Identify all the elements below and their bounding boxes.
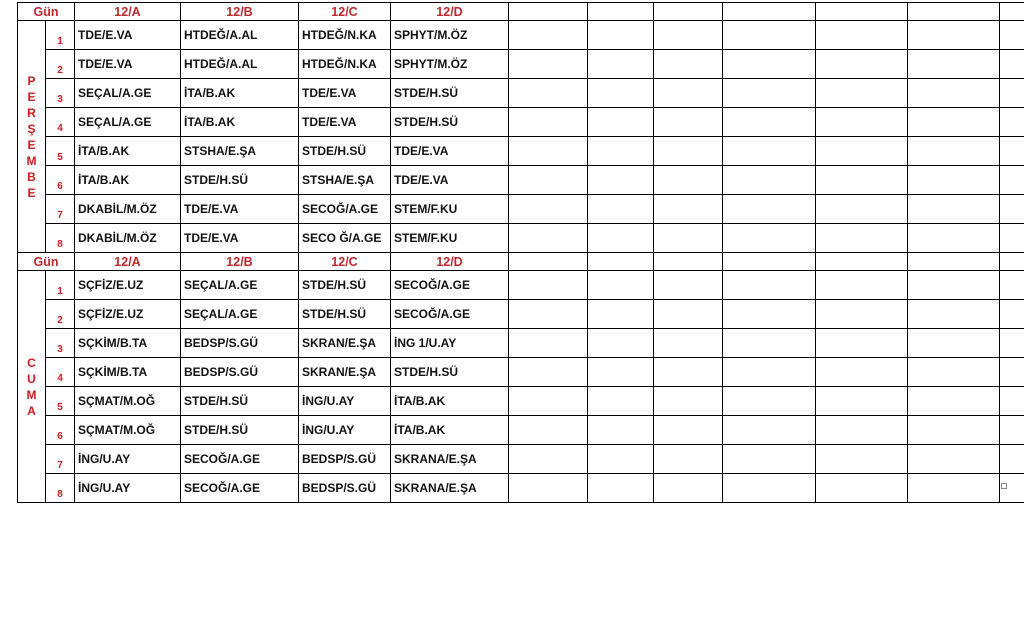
lesson-cell: SECOĞ/A.GE bbox=[181, 474, 299, 503]
empty-cell bbox=[1000, 195, 1024, 224]
gun-header: Gün bbox=[18, 3, 75, 21]
empty-cell bbox=[1000, 416, 1024, 445]
lesson-cell: TDE/E.VA bbox=[75, 21, 181, 50]
lesson-cell: SÇMAT/M.OĞ bbox=[75, 387, 181, 416]
empty-cell bbox=[723, 3, 816, 21]
table-resize-handle[interactable] bbox=[1001, 483, 1007, 489]
lesson-cell: SKRANA/E.ŞA bbox=[391, 474, 509, 503]
empty-cell bbox=[654, 108, 723, 137]
empty-cell bbox=[509, 195, 588, 224]
lesson-cell: STDE/H.SÜ bbox=[181, 416, 299, 445]
empty-cell bbox=[1000, 271, 1024, 300]
empty-cell bbox=[588, 329, 654, 358]
day-letter: M bbox=[26, 153, 37, 168]
lesson-cell: STDE/H.SÜ bbox=[391, 358, 509, 387]
period-number: 7 bbox=[46, 445, 75, 474]
empty-cell bbox=[723, 358, 816, 387]
lesson-cell: STDE/H.SÜ bbox=[391, 79, 509, 108]
period-number: 5 bbox=[46, 387, 75, 416]
empty-cell bbox=[509, 416, 588, 445]
lesson-cell: SECO Ğ/A.GE bbox=[299, 224, 391, 253]
day-letter: B bbox=[27, 169, 36, 184]
lesson-cell: HTDEĞ/A.AL bbox=[181, 50, 299, 79]
empty-cell bbox=[588, 79, 654, 108]
empty-cell bbox=[816, 387, 908, 416]
lesson-cell: SKRAN/E.ŞA bbox=[299, 358, 391, 387]
empty-cell bbox=[908, 3, 1000, 21]
lesson-cell: SECOĞ/A.GE bbox=[391, 271, 509, 300]
empty-cell bbox=[723, 166, 816, 195]
lesson-cell: TDE/E.VA bbox=[391, 137, 509, 166]
empty-cell bbox=[816, 50, 908, 79]
period-number: 1 bbox=[46, 271, 75, 300]
empty-cell bbox=[654, 387, 723, 416]
empty-cell bbox=[654, 21, 723, 50]
period-number: 1 bbox=[46, 21, 75, 50]
empty-cell bbox=[723, 195, 816, 224]
class-header: 12/C bbox=[299, 253, 391, 271]
empty-cell bbox=[654, 195, 723, 224]
empty-cell bbox=[654, 224, 723, 253]
lesson-cell: HTDEĞ/N.KA bbox=[299, 21, 391, 50]
lesson-cell: STEM/F.KU bbox=[391, 224, 509, 253]
schedule-table bbox=[17, 2, 1024, 503]
empty-cell bbox=[1000, 224, 1024, 253]
lesson-cell: İNG/U.AY bbox=[299, 387, 391, 416]
day-letter: E bbox=[27, 89, 36, 104]
empty-cell bbox=[588, 195, 654, 224]
lesson-cell: BEDSP/S.GÜ bbox=[181, 329, 299, 358]
empty-cell bbox=[1000, 79, 1024, 108]
empty-cell bbox=[654, 416, 723, 445]
empty-cell bbox=[509, 137, 588, 166]
empty-cell bbox=[908, 137, 1000, 166]
empty-cell bbox=[588, 3, 654, 21]
empty-cell bbox=[588, 253, 654, 271]
table-row bbox=[18, 329, 1024, 358]
day-label bbox=[18, 21, 46, 253]
lesson-cell: SÇMAT/M.OĞ bbox=[75, 416, 181, 445]
class-header: 12/D bbox=[391, 253, 509, 271]
empty-cell bbox=[509, 21, 588, 50]
class-header: 12/A bbox=[75, 3, 181, 21]
empty-cell bbox=[654, 445, 723, 474]
lesson-cell: STDE/H.SÜ bbox=[181, 387, 299, 416]
empty-cell bbox=[816, 474, 908, 503]
empty-cell bbox=[908, 300, 1000, 329]
empty-cell bbox=[509, 474, 588, 503]
empty-cell bbox=[588, 416, 654, 445]
empty-cell bbox=[1000, 108, 1024, 137]
empty-cell bbox=[908, 387, 1000, 416]
empty-cell bbox=[908, 416, 1000, 445]
empty-cell bbox=[588, 50, 654, 79]
empty-cell bbox=[816, 137, 908, 166]
gun-header: Gün bbox=[18, 253, 75, 271]
table-row bbox=[18, 79, 1024, 108]
lesson-cell: İNG/U.AY bbox=[75, 445, 181, 474]
empty-cell bbox=[1000, 21, 1024, 50]
empty-cell bbox=[816, 300, 908, 329]
lesson-cell: HTDEĞ/A.AL bbox=[181, 21, 299, 50]
period-number: 4 bbox=[46, 358, 75, 387]
lesson-cell: SÇKİM/B.TA bbox=[75, 329, 181, 358]
empty-cell bbox=[723, 329, 816, 358]
day-letter: Ş bbox=[27, 121, 36, 136]
empty-cell bbox=[723, 271, 816, 300]
empty-cell bbox=[509, 108, 588, 137]
empty-cell bbox=[588, 300, 654, 329]
empty-cell bbox=[509, 329, 588, 358]
table-row bbox=[18, 166, 1024, 195]
empty-cell bbox=[588, 358, 654, 387]
table-row bbox=[18, 195, 1024, 224]
lesson-cell: BEDSP/S.GÜ bbox=[299, 474, 391, 503]
lesson-cell: SECOĞ/A.GE bbox=[299, 195, 391, 224]
day-label bbox=[18, 271, 46, 503]
empty-cell bbox=[654, 271, 723, 300]
empty-cell bbox=[654, 137, 723, 166]
class-header: 12/C bbox=[299, 3, 391, 21]
empty-cell bbox=[1000, 300, 1024, 329]
empty-cell bbox=[509, 271, 588, 300]
table-row bbox=[18, 50, 1024, 79]
period-number: 5 bbox=[46, 137, 75, 166]
empty-cell bbox=[723, 137, 816, 166]
empty-cell bbox=[816, 195, 908, 224]
empty-cell bbox=[723, 21, 816, 50]
lesson-cell: İNG/U.AY bbox=[299, 416, 391, 445]
empty-cell bbox=[654, 79, 723, 108]
lesson-cell: SÇFİZ/E.UZ bbox=[75, 271, 181, 300]
empty-cell bbox=[509, 50, 588, 79]
period-number: 8 bbox=[46, 224, 75, 253]
empty-cell bbox=[654, 253, 723, 271]
empty-cell bbox=[908, 79, 1000, 108]
lesson-cell: İTA/B.AK bbox=[181, 108, 299, 137]
empty-cell bbox=[509, 300, 588, 329]
empty-cell bbox=[1000, 329, 1024, 358]
empty-cell bbox=[723, 79, 816, 108]
empty-cell bbox=[816, 79, 908, 108]
empty-cell bbox=[908, 358, 1000, 387]
lesson-cell: DKABİL/M.ÖZ bbox=[75, 224, 181, 253]
empty-cell bbox=[908, 108, 1000, 137]
empty-cell bbox=[908, 21, 1000, 50]
day-letter: E bbox=[27, 185, 36, 200]
period-number: 8 bbox=[46, 474, 75, 503]
day-letter: M bbox=[26, 387, 37, 402]
class-header: 12/D bbox=[391, 3, 509, 21]
empty-cell bbox=[654, 50, 723, 79]
lesson-cell: STSHA/E.ŞA bbox=[299, 166, 391, 195]
empty-cell bbox=[588, 474, 654, 503]
empty-cell bbox=[908, 329, 1000, 358]
empty-cell bbox=[1000, 50, 1024, 79]
lesson-cell: TDE/E.VA bbox=[299, 108, 391, 137]
empty-cell bbox=[588, 387, 654, 416]
empty-cell bbox=[723, 445, 816, 474]
empty-cell bbox=[816, 21, 908, 50]
empty-cell bbox=[588, 108, 654, 137]
empty-cell bbox=[908, 224, 1000, 253]
lesson-cell: SEÇAL/A.GE bbox=[181, 271, 299, 300]
table-row bbox=[18, 21, 1024, 50]
lesson-cell: İTA/B.AK bbox=[391, 416, 509, 445]
day-letter: P bbox=[27, 73, 36, 88]
lesson-cell: HTDEĞ/N.KA bbox=[299, 50, 391, 79]
lesson-cell: STSHA/E.ŞA bbox=[181, 137, 299, 166]
empty-cell bbox=[816, 108, 908, 137]
lesson-cell: TDE/E.VA bbox=[181, 195, 299, 224]
lesson-cell: SECOĞ/A.GE bbox=[391, 300, 509, 329]
period-number: 4 bbox=[46, 108, 75, 137]
empty-cell bbox=[509, 358, 588, 387]
empty-cell bbox=[723, 108, 816, 137]
empty-cell bbox=[509, 166, 588, 195]
empty-cell bbox=[588, 137, 654, 166]
empty-cell bbox=[723, 474, 816, 503]
lesson-cell: İNG/U.AY bbox=[75, 474, 181, 503]
lesson-cell: İTA/B.AK bbox=[181, 79, 299, 108]
class-header: 12/A bbox=[75, 253, 181, 271]
empty-cell bbox=[1000, 137, 1024, 166]
empty-cell bbox=[723, 224, 816, 253]
period-number: 6 bbox=[46, 166, 75, 195]
empty-cell bbox=[816, 329, 908, 358]
empty-cell bbox=[816, 166, 908, 195]
table-row bbox=[18, 358, 1024, 387]
empty-cell bbox=[908, 195, 1000, 224]
empty-cell bbox=[1000, 387, 1024, 416]
empty-cell bbox=[1000, 358, 1024, 387]
empty-cell bbox=[816, 253, 908, 271]
empty-cell bbox=[816, 445, 908, 474]
empty-cell bbox=[654, 358, 723, 387]
lesson-cell: STDE/H.SÜ bbox=[391, 108, 509, 137]
table-row bbox=[18, 416, 1024, 445]
empty-cell bbox=[908, 474, 1000, 503]
day-letter: R bbox=[27, 105, 36, 120]
empty-cell bbox=[509, 387, 588, 416]
empty-cell bbox=[1000, 166, 1024, 195]
empty-cell bbox=[908, 50, 1000, 79]
header-row bbox=[18, 253, 1024, 271]
table-row bbox=[18, 137, 1024, 166]
table-row bbox=[18, 445, 1024, 474]
lesson-cell: SKRANA/E.ŞA bbox=[391, 445, 509, 474]
class-header: 12/B bbox=[181, 253, 299, 271]
empty-cell bbox=[1000, 3, 1024, 21]
table-row bbox=[18, 224, 1024, 253]
empty-cell bbox=[509, 224, 588, 253]
empty-cell bbox=[588, 21, 654, 50]
day-letter: C bbox=[27, 355, 36, 370]
day-letter: U bbox=[27, 371, 36, 386]
lesson-cell: İTA/B.AK bbox=[75, 166, 181, 195]
empty-cell bbox=[723, 50, 816, 79]
lesson-cell: TDE/E.VA bbox=[181, 224, 299, 253]
period-number: 3 bbox=[46, 329, 75, 358]
day-letter: A bbox=[27, 403, 36, 418]
empty-cell bbox=[654, 3, 723, 21]
empty-cell bbox=[816, 358, 908, 387]
empty-cell bbox=[723, 253, 816, 271]
empty-cell bbox=[723, 387, 816, 416]
lesson-cell: SÇKİM/B.TA bbox=[75, 358, 181, 387]
period-number: 2 bbox=[46, 50, 75, 79]
lesson-cell: STDE/H.SÜ bbox=[299, 137, 391, 166]
lesson-cell: BEDSP/S.GÜ bbox=[181, 358, 299, 387]
table-row bbox=[18, 300, 1024, 329]
day-letter: E bbox=[27, 137, 36, 152]
empty-cell bbox=[1000, 253, 1024, 271]
table-row bbox=[18, 474, 1024, 503]
empty-cell bbox=[588, 224, 654, 253]
lesson-cell: SÇFİZ/E.UZ bbox=[75, 300, 181, 329]
lesson-cell: SEÇAL/A.GE bbox=[75, 79, 181, 108]
empty-cell bbox=[509, 3, 588, 21]
empty-cell bbox=[908, 445, 1000, 474]
empty-cell bbox=[723, 300, 816, 329]
empty-cell bbox=[509, 445, 588, 474]
table-row bbox=[18, 387, 1024, 416]
lesson-cell: TDE/E.VA bbox=[391, 166, 509, 195]
empty-cell bbox=[588, 271, 654, 300]
empty-cell bbox=[908, 166, 1000, 195]
lesson-cell: STDE/H.SÜ bbox=[299, 300, 391, 329]
lesson-cell: SPHYT/M.ÖZ bbox=[391, 50, 509, 79]
lesson-cell: TDE/E.VA bbox=[299, 79, 391, 108]
lesson-cell: STDE/H.SÜ bbox=[181, 166, 299, 195]
lesson-cell: SEÇAL/A.GE bbox=[75, 108, 181, 137]
period-number: 2 bbox=[46, 300, 75, 329]
period-number: 6 bbox=[46, 416, 75, 445]
lesson-cell: İTA/B.AK bbox=[75, 137, 181, 166]
period-number: 7 bbox=[46, 195, 75, 224]
lesson-cell: İNG 1/U.AY bbox=[391, 329, 509, 358]
lesson-cell: SPHYT/M.ÖZ bbox=[391, 21, 509, 50]
empty-cell bbox=[654, 166, 723, 195]
empty-cell bbox=[509, 79, 588, 108]
empty-cell bbox=[908, 253, 1000, 271]
empty-cell bbox=[908, 271, 1000, 300]
empty-cell bbox=[588, 445, 654, 474]
lesson-cell: SKRAN/E.ŞA bbox=[299, 329, 391, 358]
empty-cell bbox=[816, 3, 908, 21]
lesson-cell: TDE/E.VA bbox=[75, 50, 181, 79]
empty-cell bbox=[509, 253, 588, 271]
lesson-cell: SEÇAL/A.GE bbox=[181, 300, 299, 329]
period-number: 3 bbox=[46, 79, 75, 108]
empty-cell bbox=[816, 271, 908, 300]
lesson-cell: SECOĞ/A.GE bbox=[181, 445, 299, 474]
empty-cell bbox=[654, 300, 723, 329]
lesson-cell: BEDSP/S.GÜ bbox=[299, 445, 391, 474]
empty-cell bbox=[654, 329, 723, 358]
table-row bbox=[18, 108, 1024, 137]
table-row bbox=[18, 271, 1024, 300]
empty-cell bbox=[816, 416, 908, 445]
header-row bbox=[18, 3, 1024, 21]
empty-cell bbox=[1000, 445, 1024, 474]
empty-cell bbox=[588, 166, 654, 195]
lesson-cell: STEM/F.KU bbox=[391, 195, 509, 224]
class-header: 12/B bbox=[181, 3, 299, 21]
empty-cell bbox=[816, 224, 908, 253]
lesson-cell: İTA/B.AK bbox=[391, 387, 509, 416]
lesson-cell: STDE/H.SÜ bbox=[299, 271, 391, 300]
empty-cell bbox=[654, 474, 723, 503]
empty-cell bbox=[723, 416, 816, 445]
lesson-cell: DKABİL/M.ÖZ bbox=[75, 195, 181, 224]
